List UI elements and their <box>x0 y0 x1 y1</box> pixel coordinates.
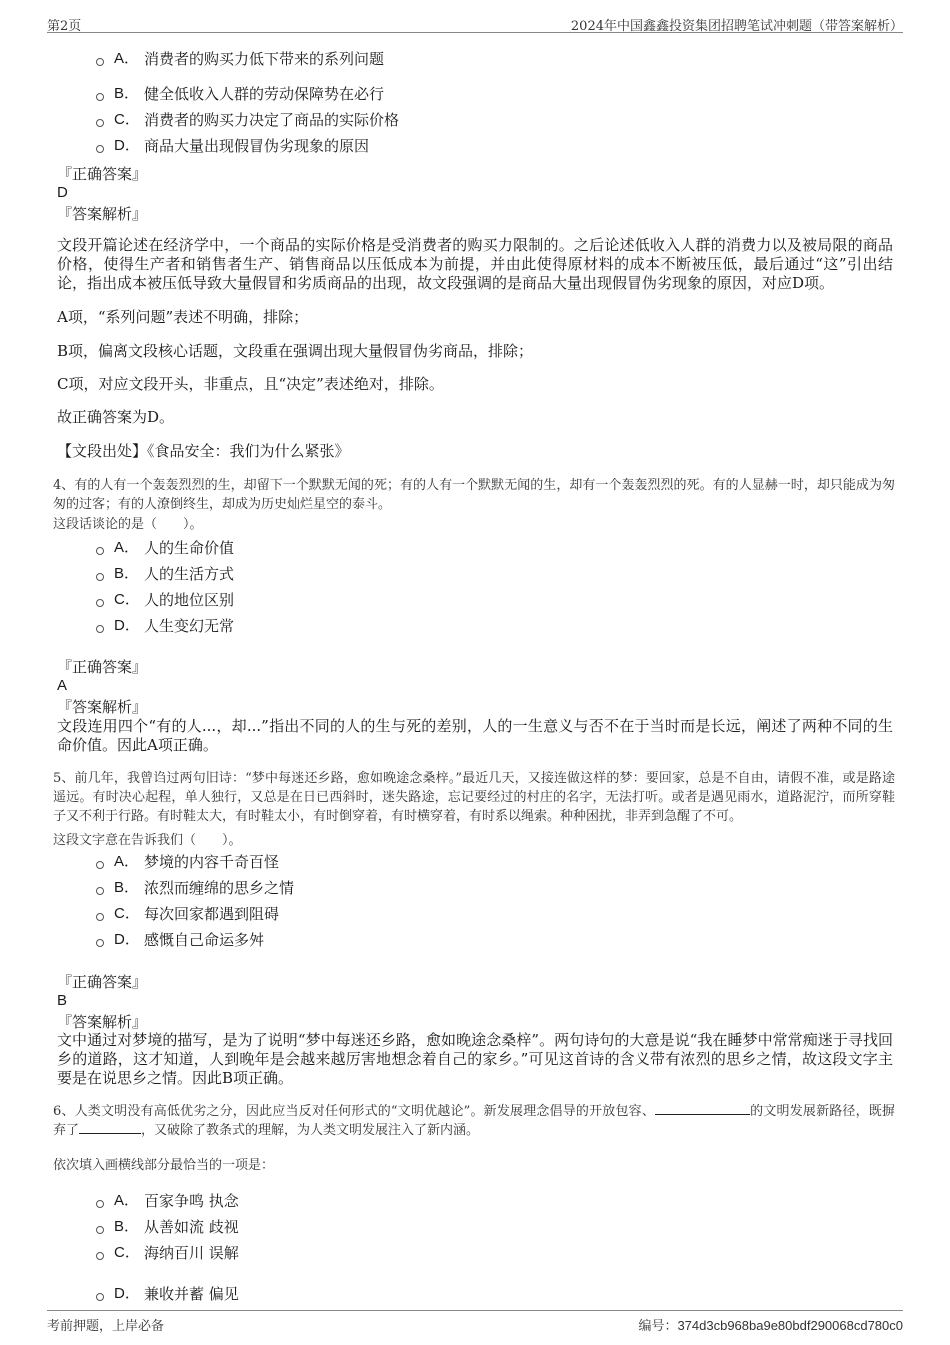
document-id: 编号：374d3cb968ba9e80bdf290068cd780c0 <box>638 1318 903 1333</box>
radio-icon[interactable] <box>96 119 104 127</box>
q3-option-d[interactable]: D． 商品大量出现假冒伪劣现象的原因 <box>96 135 369 157</box>
radio-icon[interactable] <box>96 145 104 153</box>
q3-analysis-main: 文段开篇论述在经济学中，一个商品的实际价格是受消费者的购买力限制的。之后论述低收入人群的消费力以及被局限的商品价格，使得生产者和销售者生产、销售商品以压低成本为前提，并由此使得原材料的成本不断被压低，最后通过“这”引出结论，指出成本被压低导致大量假冒和劣质商品的出现，故文段强调的是商品大量出现假冒伪劣现象的原因，对应D项。 <box>57 236 893 292</box>
q4-prompt: 这段话谈论的是（ ）。 <box>53 517 203 532</box>
radio-icon[interactable] <box>96 1252 104 1260</box>
q6-stem: 6、人类文明没有高低优劣之分，因此应当反对任何形式的“文明优越论”。新发展理念倡导的开放包容、 的文明发展新路径，既摒弃了 ，又破除了教条式的理解，为人类文明发展注入了新内涵。 <box>53 1104 895 1138</box>
q3-analysis-conclusion: 故正确答案为D。 <box>57 408 175 426</box>
q3-analysis-label: 『答案解析』 <box>57 205 148 223</box>
q6-option-d[interactable]: D． 兼收并蓄 偏见 <box>96 1283 239 1305</box>
q3-option-b[interactable]: B． 健全低收入人群的劳动保障势在必行 <box>96 83 384 105</box>
q4-answer: A <box>57 677 68 694</box>
q5-option-d[interactable]: D． 感慨自己命运多舛 <box>96 929 264 951</box>
q6-option-c[interactable]: C． 海纳百川 误解 <box>96 1242 239 1264</box>
radio-icon[interactable] <box>96 1293 104 1301</box>
q5-analysis: 文中通过对梦境的描写，是为了说明“梦中每迷还乡路，愈如晚途念桑梓”。两句诗句的大意是说“我在睡梦中常常痴迷于寻找回乡的道路，这才知道，人到晚年是会越来越厉害地想念着自己的家乡。”可见这首诗的含义带有浓烈的思乡之情，故这段文字主要是在说思乡之情。因此B项正确。 <box>57 1031 893 1087</box>
q6-prompt: 依次填入画横线部分最恰当的一项是： <box>53 1158 275 1173</box>
q3-answer: D <box>57 184 68 201</box>
q5-analysis-label: 『答案解析』 <box>57 1013 148 1031</box>
footer-slogan: 考前押题，上岸必备 <box>47 1319 165 1334</box>
q3-source: 【文段出处】《食品安全：我们为什么紧张》 <box>57 442 350 460</box>
q4-option-c[interactable]: C． 人的地位区别 <box>96 589 234 611</box>
q3-option-a[interactable]: A． 消费者的购买力低下带来的系列问题 <box>96 48 384 70</box>
q4-analysis: 文段连用四个“有的人...，却...”指出不同的人的生与死的差别，人的一生意义与否不在于当时而是长远，阐述了两种不同的生命价值。因此A项正确。 <box>57 717 893 754</box>
q5-option-b[interactable]: B． 浓烈而缠绵的思乡之情 <box>96 877 294 899</box>
q6-option-a[interactable]: A． 百家争鸣 执念 <box>96 1190 239 1212</box>
q3-analysis-c: C项，对应文段开头，非重点，且“决定”表述绝对，排除。 <box>57 375 444 393</box>
q5-prompt: 这段文字意在告诉我们（ ）。 <box>53 833 242 848</box>
radio-icon[interactable] <box>96 861 104 869</box>
page-number: 第2页 <box>47 19 82 34</box>
radio-icon[interactable] <box>96 939 104 947</box>
q4-option-a[interactable]: A． 人的生命价值 <box>96 537 234 559</box>
radio-icon[interactable] <box>96 573 104 581</box>
radio-icon[interactable] <box>96 1200 104 1208</box>
q5-option-c[interactable]: C． 每次回家都遇到阻碍 <box>96 903 279 925</box>
q4-answer-label: 『正确答案』 <box>57 658 148 676</box>
q4-option-b[interactable]: B． 人的生活方式 <box>96 563 234 585</box>
q3-answer-label: 『正确答案』 <box>57 165 148 183</box>
radio-icon[interactable] <box>96 58 104 66</box>
radio-icon[interactable] <box>96 93 104 101</box>
q4-analysis-label: 『答案解析』 <box>57 698 148 716</box>
q5-stem: 5、前几年，我曾诌过两句旧诗：“梦中每迷还乡路，愈如晚途念桑梓。”最近几天，又接连做这样的梦：要回家，总是不自由，请假不准，或是路途遥远。有时决心起程，单人独行，又总是在日已西斜时，迷失路途，忘记要经过的村庄的名字，无法打听。或者是遇见雨水，道路泥泞，而所穿鞋子又不利于行路。有时鞋太大，有时鞋太小，有时倒穿着，有时横穿着，有时系以绳索。种种困扰，非弄到急醒了不可。 <box>53 771 895 824</box>
radio-icon[interactable] <box>96 547 104 555</box>
q6-option-b[interactable]: B． 从善如流 歧视 <box>96 1216 239 1238</box>
q5-answer-label: 『正确答案』 <box>57 973 148 991</box>
page-footer <box>47 1310 903 1335</box>
radio-icon[interactable] <box>96 599 104 607</box>
q4-option-d[interactable]: D． 人生变幻无常 <box>96 615 234 637</box>
radio-icon[interactable] <box>96 1226 104 1234</box>
q3-analysis-a: A项，“系列问题”表述不明确，排除； <box>57 308 309 326</box>
radio-icon[interactable] <box>96 625 104 633</box>
blank-1 <box>655 1102 750 1115</box>
q3-option-c[interactable]: C． 消费者的购买力决定了商品的实际价格 <box>96 109 399 131</box>
q4-stem: 4、有的人有一个轰轰烈烈的生，却留下一个默默无闻的死；有的人有一个默默无闻的生，却有一个轰轰烈烈的死。有的人显赫一时，却只能成为匆匆的过客；有的人潦倒终生，却成为历史灿烂星空的泰斗。 <box>53 478 895 512</box>
blank-2 <box>79 1121 141 1134</box>
q5-answer: B <box>57 992 68 1009</box>
document-title: 2024年中国鑫鑫投资集团招聘笔试冲刺题（带答案解析） <box>570 19 903 34</box>
q3-analysis-b: B项，偏离文段核心话题，文段重在强调出现大量假冒伪劣商品，排除； <box>57 342 534 360</box>
q5-option-a[interactable]: A． 梦境的内容千奇百怪 <box>96 851 279 873</box>
radio-icon[interactable] <box>96 913 104 921</box>
page-header <box>47 12 903 33</box>
radio-icon[interactable] <box>96 887 104 895</box>
